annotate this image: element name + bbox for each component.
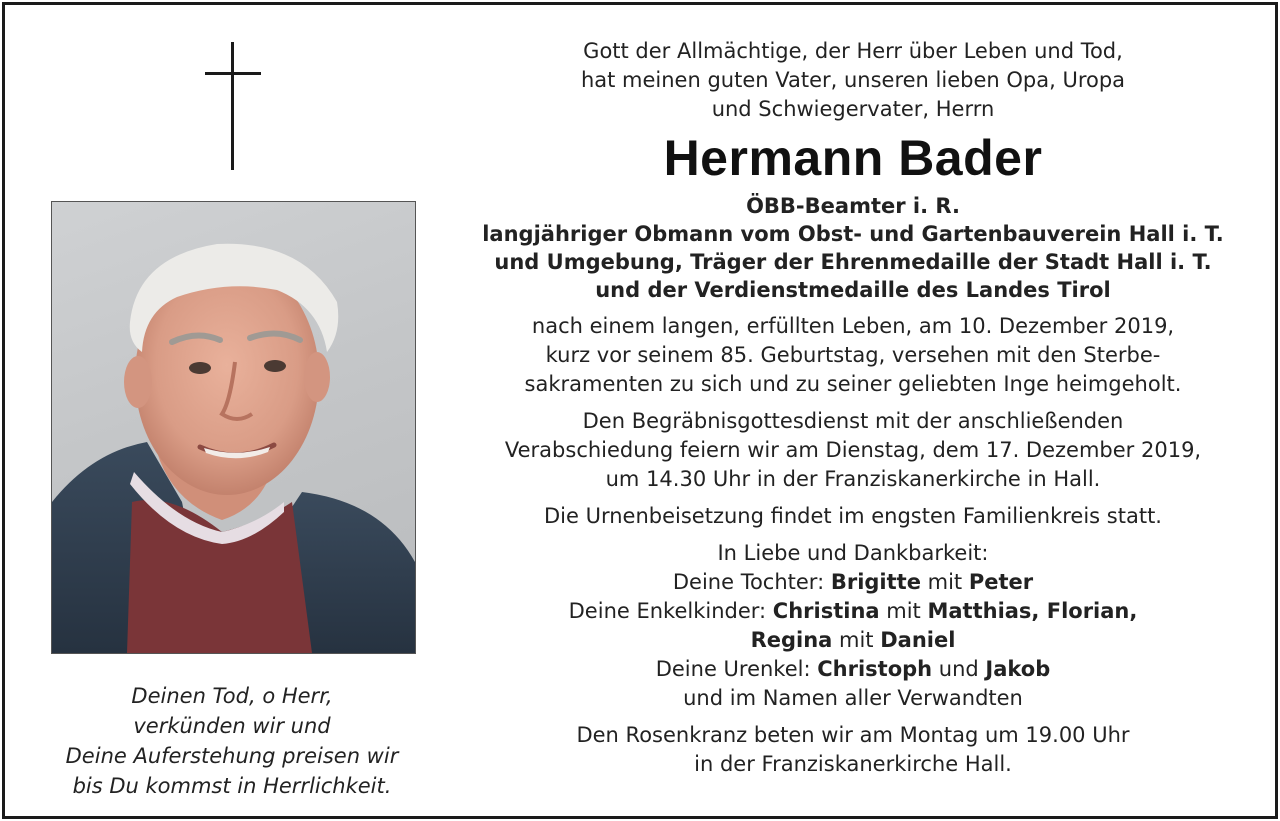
daughter-name: Brigitte xyxy=(830,570,921,594)
connector-mit: mit xyxy=(832,628,881,652)
title-line: langjähriger Obmann vom Obst- und Gartenbauverein Hall i. T. xyxy=(482,222,1224,246)
title-line: und Umgebung, Träger der Ehrenmedaille der Stadt Hall i. T. xyxy=(494,250,1212,274)
connector-mit: mit xyxy=(920,570,969,594)
grandchildren-line xyxy=(445,597,1261,626)
intro-paragraph xyxy=(445,37,1261,124)
grandchildren-label: Deine Enkelkinder: xyxy=(568,599,773,623)
passing-line: nach einem langen, erfüllten Leben, am 10. Dezember 2019, xyxy=(531,314,1175,338)
scripture-verse xyxy=(25,681,439,801)
obituary-frame xyxy=(2,2,1278,819)
family-intro: In Liebe und Dankbarkeit: xyxy=(717,541,989,565)
daughter-label: Deine Tochter: xyxy=(672,570,831,594)
urn-paragraph: Die Urnenbeisetzung findet im engsten Familienkreis statt. xyxy=(543,504,1162,528)
rosary-paragraph xyxy=(445,721,1261,779)
connector-mit: mit xyxy=(879,599,928,623)
grandchild-partner-names: Matthias, Florian, xyxy=(927,599,1138,623)
passing-line: kurz vor seinem 85. Geburtstag, versehen mit den Sterbe- xyxy=(545,343,1161,367)
funeral-line: Den Begräbnisgottesdienst mit der anschließenden xyxy=(582,409,1124,433)
grandchild-name: Christina xyxy=(772,599,880,623)
funeral-line: Verabschiedung feiern wir am Dienstag, dem 17. Dezember 2019, xyxy=(504,438,1202,462)
son-in-law-name: Peter xyxy=(968,570,1034,594)
relatives-line: und im Namen aller Verwandten xyxy=(683,686,1023,710)
passing-paragraph xyxy=(445,312,1261,399)
grandchild-partner-name: Daniel xyxy=(880,628,956,652)
intro-line: Gott der Allmächtige, der Herr über Leben und Tod, xyxy=(583,39,1123,63)
grandchild-name: Regina xyxy=(750,628,833,652)
grandchildren-line-2 xyxy=(445,626,1261,655)
titles-block xyxy=(445,192,1261,304)
passing-line: sakramenten zu sich und zu seiner geliebten Inge heimgeholt. xyxy=(524,372,1182,396)
intro-line: hat meinen guten Vater, unseren lieben Opa, Uropa xyxy=(580,68,1126,92)
portrait-photo xyxy=(51,201,416,654)
verse-line: verkünden wir und xyxy=(133,714,331,738)
verse-line: Deine Auferstehung preisen wir xyxy=(65,744,399,768)
great-grandchild-name: Christoph xyxy=(817,657,933,681)
title-line: ÖBB-Beamter i. R. xyxy=(746,194,960,218)
rosary-line: Den Rosenkranz beten wir am Montag um 19.00 Uhr xyxy=(576,723,1130,747)
funeral-paragraph xyxy=(445,407,1261,494)
funeral-line: um 14.30 Uhr in der Franziskanerkirche in Hall. xyxy=(605,467,1101,491)
great-grandchild-name: Jakob xyxy=(985,657,1051,681)
cross-icon xyxy=(205,42,261,170)
daughter-line xyxy=(445,568,1261,597)
deceased-name: Hermann Bader xyxy=(663,130,1043,186)
verse-line: Deinen Tod, o Herr, xyxy=(131,684,333,708)
family-block xyxy=(445,539,1261,713)
rosary-line: in der Franziskanerkirche Hall. xyxy=(694,752,1012,776)
great-grandchildren-line xyxy=(445,655,1261,684)
obituary-text xyxy=(445,37,1261,779)
title-line: und der Verdienstmedaille des Landes Tirol xyxy=(595,278,1111,302)
great-grandchildren-label: Deine Urenkel: xyxy=(655,657,818,681)
connector-und: und xyxy=(932,657,986,681)
verse-line: bis Du kommst in Herrlichkeit. xyxy=(72,774,392,798)
intro-line: und Schwiegervater, Herrn xyxy=(711,97,995,121)
